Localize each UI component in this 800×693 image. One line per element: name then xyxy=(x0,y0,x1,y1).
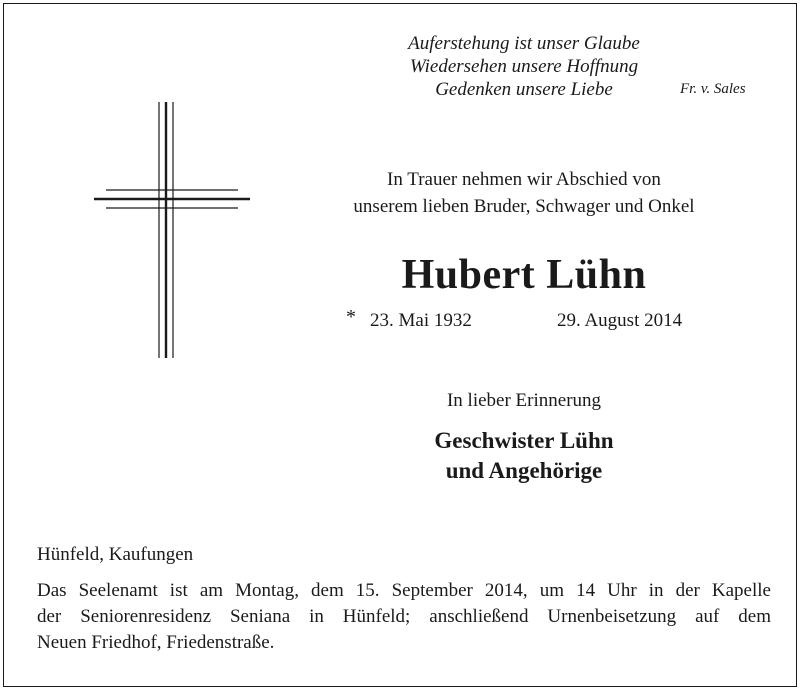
quote-block xyxy=(334,32,714,101)
deceased-name: Hubert Lühn xyxy=(401,252,647,298)
places-line: Hünfeld, Kaufungen xyxy=(37,544,194,565)
intro-line: In Trauer nehmen wir Abschied von xyxy=(387,169,661,190)
birth-symbol: * xyxy=(346,306,356,328)
service-info xyxy=(37,578,771,656)
quote-line: Wiedersehen unsere Hoffnung xyxy=(409,56,639,77)
cross-icon xyxy=(92,100,252,360)
quote-attribution: Fr. v. Sales xyxy=(680,81,746,97)
family-line: Geschwister Lühn xyxy=(434,428,614,453)
intro-text xyxy=(314,166,734,220)
family-line: und Angehörige xyxy=(445,458,603,483)
memory-line: In lieber Erinnerung xyxy=(446,390,602,411)
service-line: Das Seelenamt ist am Montag, dem 15. September 2014, um 14 Uhr in der Kapelle xyxy=(37,580,771,601)
service-line: Neuen Friedhof, Friedenstraße. xyxy=(37,632,275,653)
death-notice xyxy=(3,3,797,687)
birth-date: 23. Mai 1932 xyxy=(370,310,472,331)
death-date: 29. August 2014 xyxy=(557,310,683,331)
family-signature xyxy=(314,426,734,486)
quote-line: Gedenken unsere Liebe xyxy=(435,79,613,100)
quote-line: Auferstehung ist unser Glaube xyxy=(408,33,640,54)
service-line: der Seniorenresidenz Seniana in Hünfeld; anschließend Urnenbeisetzung auf dem xyxy=(37,606,771,627)
intro-line: unserem lieben Bruder, Schwager und Onkel xyxy=(353,196,695,217)
